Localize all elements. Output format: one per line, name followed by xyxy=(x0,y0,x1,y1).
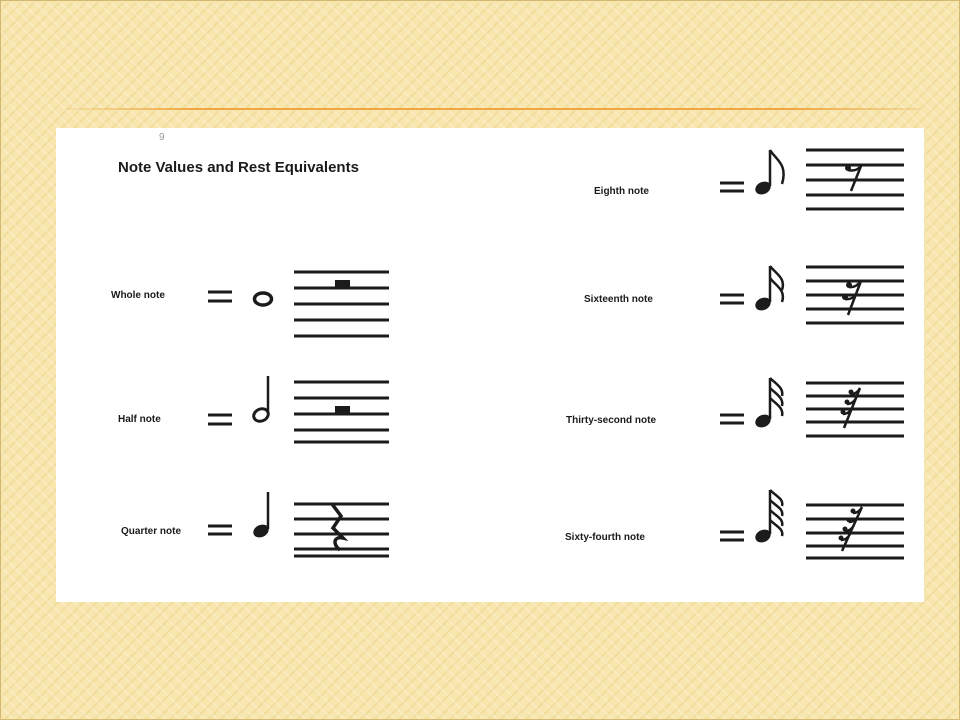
sixty-fourth-rest-icon xyxy=(839,507,863,551)
whole-note-equals-icon xyxy=(208,292,232,301)
half-note-icon xyxy=(252,376,271,424)
eighth-note-icon xyxy=(753,150,783,197)
label-thirty-second-note: Thirty-second note xyxy=(566,415,657,426)
whole-note-icon xyxy=(255,293,272,305)
half-note-equals-icon xyxy=(208,415,232,424)
thirty-second-rest-staff xyxy=(806,383,904,436)
sixty-fourth-note-equals-icon xyxy=(720,532,744,540)
label-whole-note: Whole note xyxy=(111,290,165,301)
whole-rest-icon xyxy=(335,280,350,288)
notation-figure xyxy=(56,128,924,602)
label-eighth-note: Eighth note xyxy=(594,186,649,197)
label-quarter-note: Quarter note xyxy=(121,526,182,537)
quarter-rest-icon xyxy=(332,504,343,550)
quarter-rest-staff xyxy=(294,504,389,556)
page-mark: 9 xyxy=(159,132,165,143)
eighth-rest-icon xyxy=(845,165,861,191)
sixteenth-note-equals-icon xyxy=(720,295,744,303)
page-title: Note Values and Rest Equivalents xyxy=(118,159,359,176)
label-half-note: Half note xyxy=(118,414,161,425)
label-sixteenth-note: Sixteenth note xyxy=(584,294,653,305)
sixteenth-note-icon xyxy=(753,266,783,313)
quarter-note-equals-icon xyxy=(208,526,232,534)
half-rest-icon xyxy=(335,406,350,414)
thirty-second-note-icon xyxy=(753,378,782,430)
sixty-fourth-note-icon xyxy=(753,490,782,545)
scanned-page xyxy=(56,128,924,602)
label-sixty-fourth-note: Sixty-fourth note xyxy=(565,532,645,543)
quarter-note-icon xyxy=(251,492,271,540)
title-underline xyxy=(65,108,920,110)
eighth-note-equals-icon xyxy=(720,183,744,191)
thirty-second-note-equals-icon xyxy=(720,415,744,423)
